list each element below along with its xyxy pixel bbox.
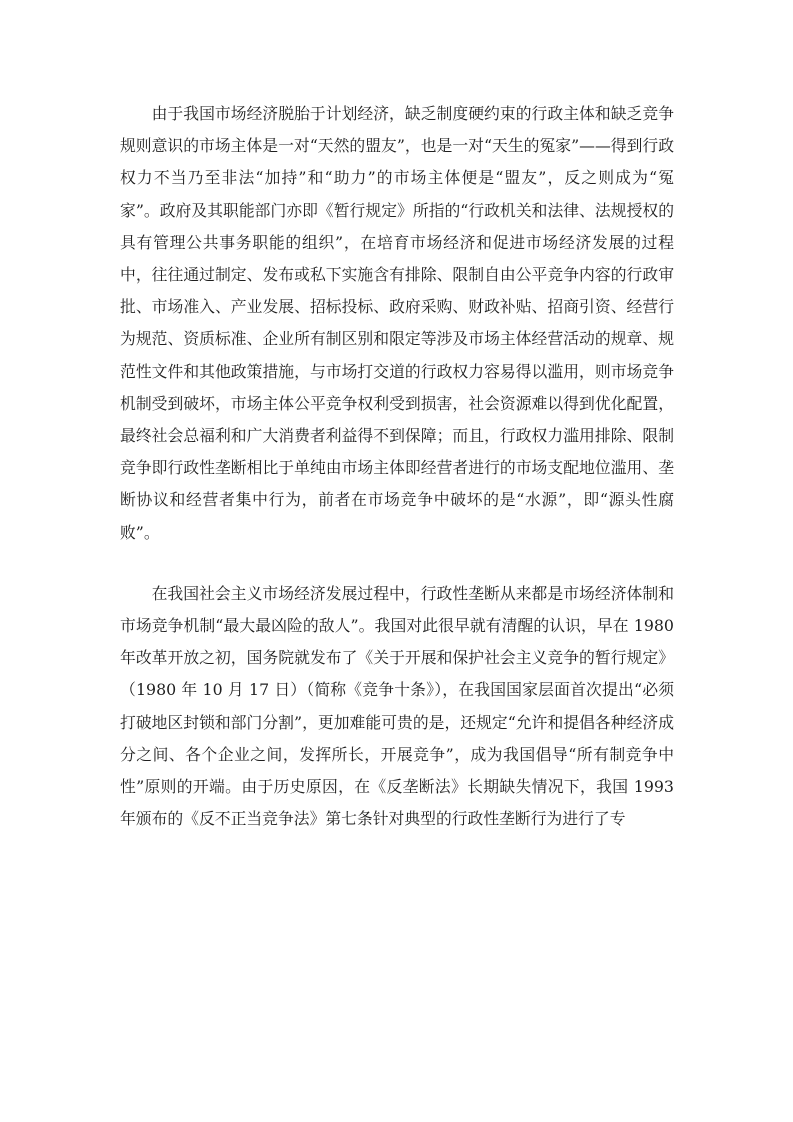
document-body [120,98,674,835]
paragraph-2: 在我国社会主义市场经济发展过程中，行政性垄断从来都是市场经济体制和市场竞争机制“最大最凶险的敌人”。我国对此很早就有清醒的认识，早在 1980 年改革开放之初，国务院就发布了《关于开展和保护社会主义竞争的暂行规定》（1980 年 10 月 17 日）（简称《竞争十条》），在我国国家层面首次提出“必须打破地区封锁和部门分割”，更加难能可贵的是，还规定“允许和提倡各种经济成分之间、各个企业之间，发挥所长，开展竞争”，成为我国倡导“所有制竞争中性”原则的开端。由于历史原因，在《反垄断法》长期缺失情况下，我国 1993 年颁布的《反不正当竞争法》第七条针对典型的行政性垄断行为进行了专 [120,583,674,829]
paragraph-1: 由于我国市场经济脱胎于计划经济，缺乏制度硬约束的行政主体和缺乏竞争规则意识的市场主体是一对“天然的盟友”，也是一对“天生的冤家”——得到行政权力不当乃至非法“加持”和“助力”的市场主体便是“盟友”，反之则成为“冤家”。政府及其职能部门亦即《暂行规定》所指的“行政机关和法律、法规授权的具有管理公共事务职能的组织”，在培育市场经济和促进市场经济发展的过程中，往往通过制定、发布或私下实施含有排除、限制自由公平竞争内容的行政审批、市场准入、产业发展、招标投标、政府采购、财政补贴、招商引资、经营行为规范、资质标准、企业所有制区别和限定等涉及市场主体经营活动的规章、规范性文件和其他政策措施，与市场打交道的行政权力容易得以滥用，则市场竞争机制受到破坏，市场主体公平竞争权利受到损害，社会资源难以得到优化配置，最终社会总福利和广大消费者利益得不到保障；而且，行政权力滥用排除、限制竞争即行政性垄断相比于单纯由市场主体即经营者进行的市场支配地位滥用、垄断协议和经营者集中行为，前者在市场竞争中破坏的是“水源”，即“源头性腐败”。 [120,104,674,542]
